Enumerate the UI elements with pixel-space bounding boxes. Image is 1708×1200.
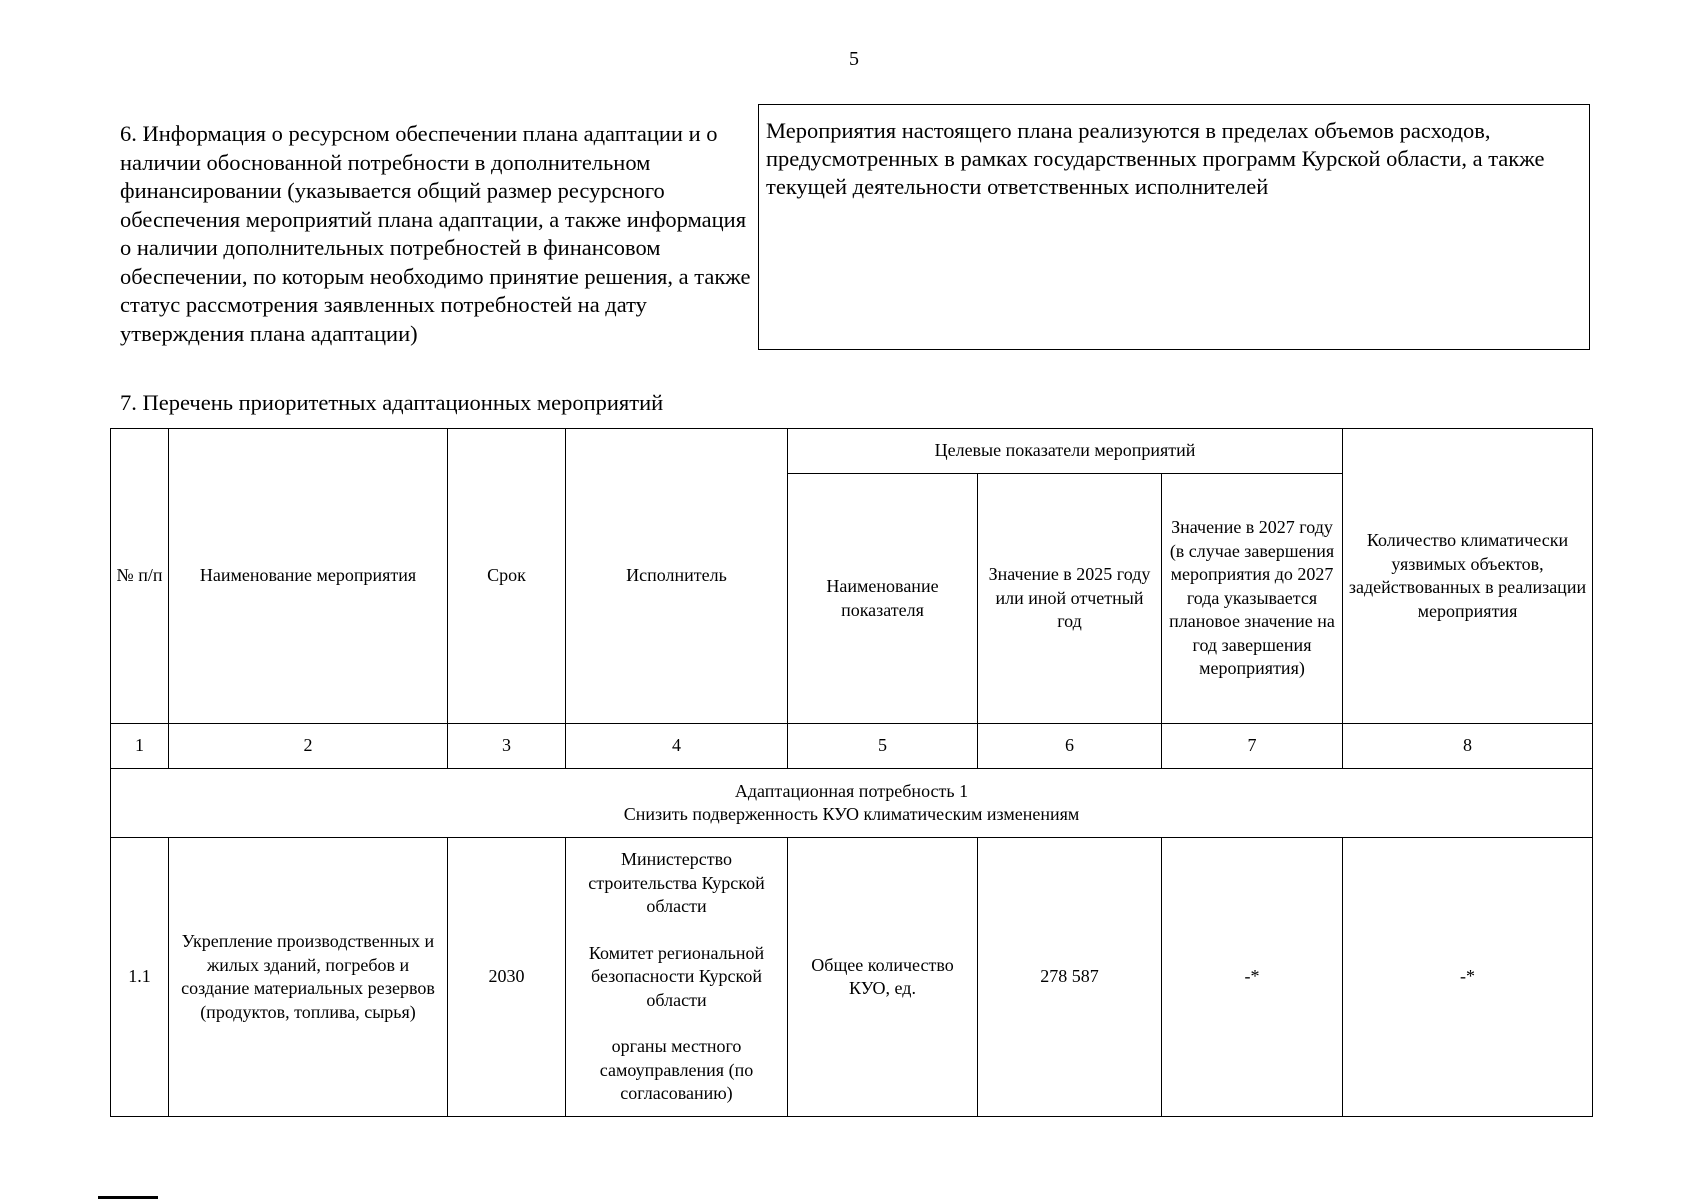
header-indicator-name: Наименование показателя bbox=[788, 474, 978, 724]
header-row-1 bbox=[111, 429, 1593, 474]
section7-title: 7. Перечень приоритетных адаптационных мероприятий bbox=[120, 390, 664, 415]
row-executors bbox=[566, 838, 788, 1117]
adaptation-need-subtitle: Снизить подверженность КУО климатическим изменениям bbox=[623, 804, 1080, 824]
header-value-2025: Значение в 2025 году или иной отчетный год bbox=[978, 474, 1162, 724]
row-name: Укрепление производственных и жилых зданий, погребов и создание материальных резервов (продуктов, топлива, сырья) bbox=[169, 838, 448, 1117]
table-row bbox=[111, 838, 1593, 1117]
column-number: 8 bbox=[1343, 724, 1593, 769]
column-number: 6 bbox=[978, 724, 1162, 769]
section6-value-box: Мероприятия настоящего плана реализуются в пределах объемов расходов, предусмотренных в рамках государственных программ Курской области, а также текущей деятельности ответственных исполнителей bbox=[758, 104, 1590, 350]
header-term: Срок bbox=[448, 429, 566, 724]
header-executor: Исполнитель bbox=[566, 429, 788, 724]
column-number: 1 bbox=[111, 724, 169, 769]
column-number: 4 bbox=[566, 724, 788, 769]
row-term: 2030 bbox=[448, 838, 566, 1117]
column-number: 2 bbox=[169, 724, 448, 769]
column-number: 3 bbox=[448, 724, 566, 769]
column-number: 5 bbox=[788, 724, 978, 769]
column-number: 7 bbox=[1162, 724, 1343, 769]
section6-label: 6. Информация о ресурсном обеспечении плана адаптации и о наличии обоснованной потребности в дополнительном финансировании (указывается общий размер ресурсного обеспечения мероприятий плана адаптации, а также информация о наличии дополнительных потребностей в финансовом обеспечении, по которым необходимо принятие решения, а также статус рассмотрения заявленных потребностей на дату утверждения плана адаптации) bbox=[120, 121, 751, 346]
footer-rule bbox=[98, 1196, 158, 1199]
header-targets: Целевые показатели мероприятий bbox=[788, 429, 1343, 474]
row-indicator-name: Общее количество КУО, ед. bbox=[788, 838, 978, 1117]
row-vulnerable-count: -* bbox=[1343, 838, 1593, 1117]
adaptation-need-title: Адаптационная потребность 1 bbox=[734, 780, 969, 801]
header-value-2027: Значение в 2027 году (в случае завершения мероприятия до 2027 года указывается плановое значение на год завершения мероприятия) bbox=[1162, 474, 1343, 724]
row-value-2025: 278 587 bbox=[978, 838, 1162, 1117]
measures-table bbox=[110, 428, 1593, 1117]
row-value-2027: -* bbox=[1162, 838, 1343, 1117]
column-numbers-row bbox=[111, 724, 1593, 769]
header-name: Наименование мероприятия bbox=[169, 429, 448, 724]
row-executor: органы местного самоуправления (по согласованию) bbox=[599, 1036, 754, 1104]
row-executor: Комитет региональной безопасности Курской области bbox=[588, 942, 765, 1010]
row-executor: Министерство строительства Курской области bbox=[588, 849, 765, 917]
adaptation-need-row bbox=[111, 769, 1593, 838]
page-number: 5 bbox=[849, 48, 859, 70]
header-vulnerable-count: Количество климатически уязвимых объектов, задействованных в реализации мероприятия bbox=[1343, 429, 1593, 724]
header-num: № п/п bbox=[111, 429, 169, 724]
row-num: 1.1 bbox=[111, 838, 169, 1117]
adaptation-need-cell bbox=[111, 769, 1593, 838]
